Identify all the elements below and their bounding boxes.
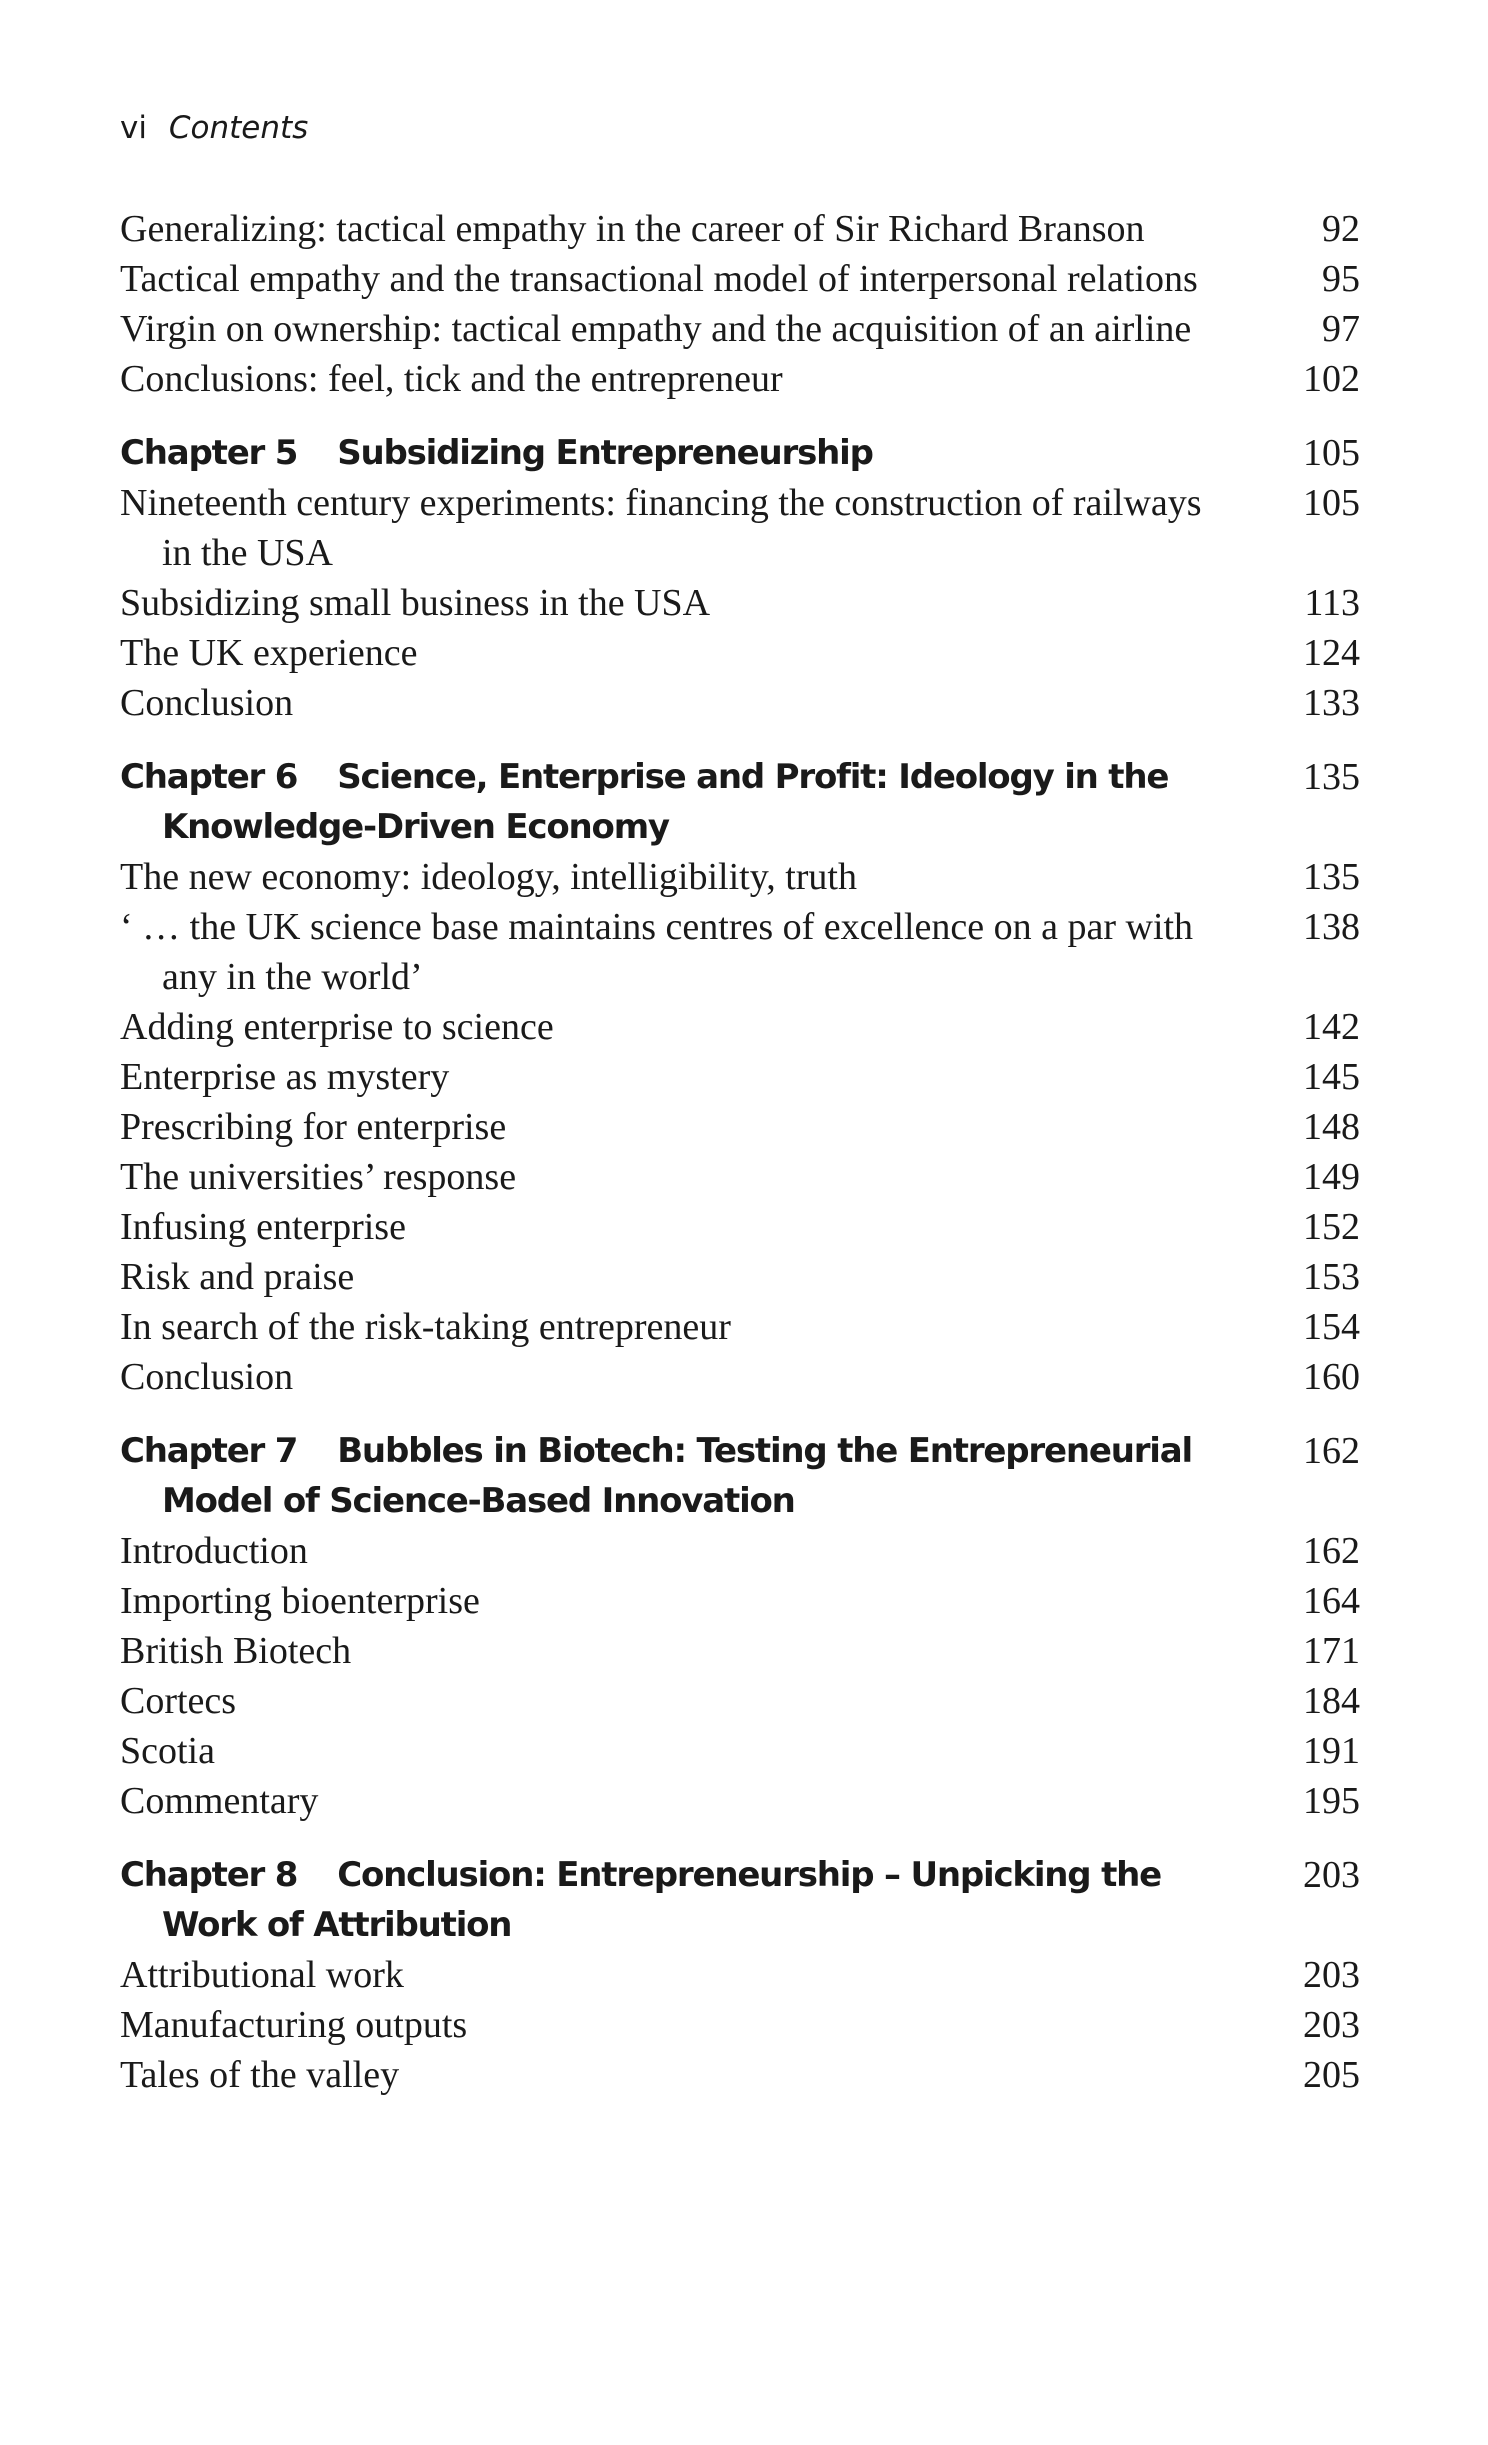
toc-entry-page: 124 — [1303, 632, 1360, 674]
chapter-page: 135 — [1303, 756, 1360, 798]
toc-entry-page: 205 — [1303, 2054, 1360, 2096]
toc-entry-title: Cortecs — [120, 1680, 237, 1722]
toc-entry-page: 105 — [1303, 482, 1360, 524]
toc-entry-title: Attributional work — [120, 1954, 404, 1996]
chapter-heading-text — [120, 1850, 1250, 1950]
chapter-page: 203 — [1303, 1854, 1360, 1896]
toc-entry-title: Generalizing: tactical empathy in the career of Sir Richard Branson — [120, 208, 1145, 250]
toc-entry — [120, 204, 1360, 254]
toc-entry-page: 162 — [1303, 1530, 1360, 1572]
running-head-title: Contents — [168, 110, 309, 146]
chapter-title: Science, Enterprise and Profit: Ideology in the Knowledge-Driven Economy — [162, 757, 1169, 847]
toc-entry-page: 171 — [1303, 1630, 1360, 1672]
toc-entry — [120, 1626, 1360, 1676]
toc-entry-page: 164 — [1303, 1580, 1360, 1622]
table-of-contents — [120, 204, 1360, 2100]
toc-entry-title: The new economy: ideology, intelligibility, truth — [120, 856, 857, 898]
toc-entry-title: Risk and praise — [120, 1256, 355, 1298]
toc-entry — [120, 1526, 1360, 1576]
toc-entry — [120, 902, 1360, 1002]
toc-entry-title: Introduction — [120, 1530, 308, 1572]
toc-entry — [120, 578, 1360, 628]
toc-entry-page: 191 — [1303, 1730, 1360, 1772]
toc-entry — [120, 1352, 1360, 1402]
toc-entry — [120, 678, 1360, 728]
chapter-title: Bubbles in Biotech: Testing the Entrepreneurial Model of Science-Based Innovation — [162, 1431, 1192, 1521]
chapter-heading — [120, 428, 1360, 478]
toc-entry-page: 152 — [1303, 1206, 1360, 1248]
chapter-label: Chapter 8 — [120, 1855, 298, 1895]
toc-entry — [120, 1202, 1360, 1252]
chapter-heading-text — [120, 752, 1250, 852]
chapter-heading — [120, 752, 1360, 852]
toc-entry-page: 148 — [1303, 1106, 1360, 1148]
toc-entry — [120, 1950, 1360, 2000]
toc-entry-page: 160 — [1303, 1356, 1360, 1398]
toc-entry-page: 142 — [1303, 1006, 1360, 1048]
toc-entry-title: ‘ … the UK science base maintains centres of excellence on a par with any in the world’ — [120, 906, 1194, 998]
toc-entry-title: Tales of the valley — [120, 2054, 400, 2096]
chapter-heading — [120, 1426, 1360, 1526]
toc-entry-title: Commentary — [120, 1780, 319, 1822]
toc-entry — [120, 2000, 1360, 2050]
toc-entry-title: Importing bioenterprise — [120, 1580, 480, 1622]
chapter-heading-text — [120, 428, 1250, 478]
chapter-label: Chapter 6 — [120, 757, 298, 797]
chapter-page: 105 — [1303, 432, 1360, 474]
toc-entry-title: Tactical empathy and the transactional model of interpersonal relations — [120, 258, 1198, 300]
chapter-label: Chapter 5 — [120, 433, 298, 473]
chapter-heading-text — [120, 1426, 1250, 1526]
toc-entry-page: 135 — [1303, 856, 1360, 898]
toc-entry-title: British Biotech — [120, 1630, 352, 1672]
toc-entry — [120, 478, 1360, 578]
toc-entry — [120, 354, 1360, 404]
toc-entry-title: Subsidizing small business in the USA — [120, 582, 711, 624]
toc-entry-title: Manufacturing outputs — [120, 2004, 468, 2046]
contents-page — [120, 108, 1360, 2100]
toc-entry-page: 133 — [1303, 682, 1360, 724]
page-folio: vi — [120, 110, 147, 146]
toc-entry-title: Conclusion — [120, 682, 294, 724]
toc-entry-page: 184 — [1303, 1680, 1360, 1722]
toc-entry — [120, 1576, 1360, 1626]
toc-entry-page: 149 — [1303, 1156, 1360, 1198]
toc-entry-page: 95 — [1322, 258, 1360, 300]
toc-entry — [120, 1776, 1360, 1826]
chapter-page: 162 — [1303, 1430, 1360, 1472]
toc-entry-page: 154 — [1303, 1306, 1360, 1348]
toc-entry — [120, 1252, 1360, 1302]
running-head — [120, 108, 1360, 148]
toc-entry-page: 113 — [1304, 582, 1360, 624]
toc-entry — [120, 1676, 1360, 1726]
toc-entry-title: Nineteenth century experiments: financing the construction of railways in the USA — [120, 482, 1202, 574]
toc-entry-title: Conclusions: feel, tick and the entrepreneur — [120, 358, 783, 400]
toc-entry-page: 145 — [1303, 1056, 1360, 1098]
toc-entry-page: 203 — [1303, 2004, 1360, 2046]
toc-entry — [120, 1302, 1360, 1352]
toc-entry-page: 203 — [1303, 1954, 1360, 1996]
toc-entry-title: Enterprise as mystery — [120, 1056, 450, 1098]
toc-entry-title: Prescribing for enterprise — [120, 1106, 507, 1148]
toc-entry-title: Infusing enterprise — [120, 1206, 406, 1248]
toc-entry — [120, 1002, 1360, 1052]
toc-entry — [120, 852, 1360, 902]
toc-entry-title: In search of the risk-taking entrepreneur — [120, 1306, 731, 1348]
toc-entry — [120, 254, 1360, 304]
toc-entry-title: Scotia — [120, 1730, 215, 1772]
toc-entry-title: Virgin on ownership: tactical empathy and the acquisition of an airline — [120, 308, 1192, 350]
chapter-title: Conclusion: Entrepreneurship – Unpicking the Work of Attribution — [162, 1855, 1161, 1945]
toc-entry-page: 195 — [1303, 1780, 1360, 1822]
toc-entry-title: Adding enterprise to science — [120, 1006, 554, 1048]
toc-entry-page: 102 — [1303, 358, 1360, 400]
toc-entry-page: 138 — [1303, 906, 1360, 948]
toc-entry — [120, 628, 1360, 678]
toc-entry — [120, 1726, 1360, 1776]
toc-entry — [120, 1152, 1360, 1202]
toc-entry — [120, 1052, 1360, 1102]
toc-entry-title: The universities’ response — [120, 1156, 517, 1198]
toc-entry-page: 97 — [1322, 308, 1360, 350]
toc-entry-page: 92 — [1322, 208, 1360, 250]
chapter-heading — [120, 1850, 1360, 1950]
toc-entry — [120, 1102, 1360, 1152]
chapter-title: Subsidizing Entrepreneurship — [337, 433, 873, 473]
toc-entry — [120, 2050, 1360, 2100]
chapter-label: Chapter 7 — [120, 1431, 298, 1471]
toc-entry — [120, 304, 1360, 354]
toc-entry-page: 153 — [1303, 1256, 1360, 1298]
toc-entry-title: Conclusion — [120, 1356, 294, 1398]
toc-entry-title: The UK experience — [120, 632, 418, 674]
